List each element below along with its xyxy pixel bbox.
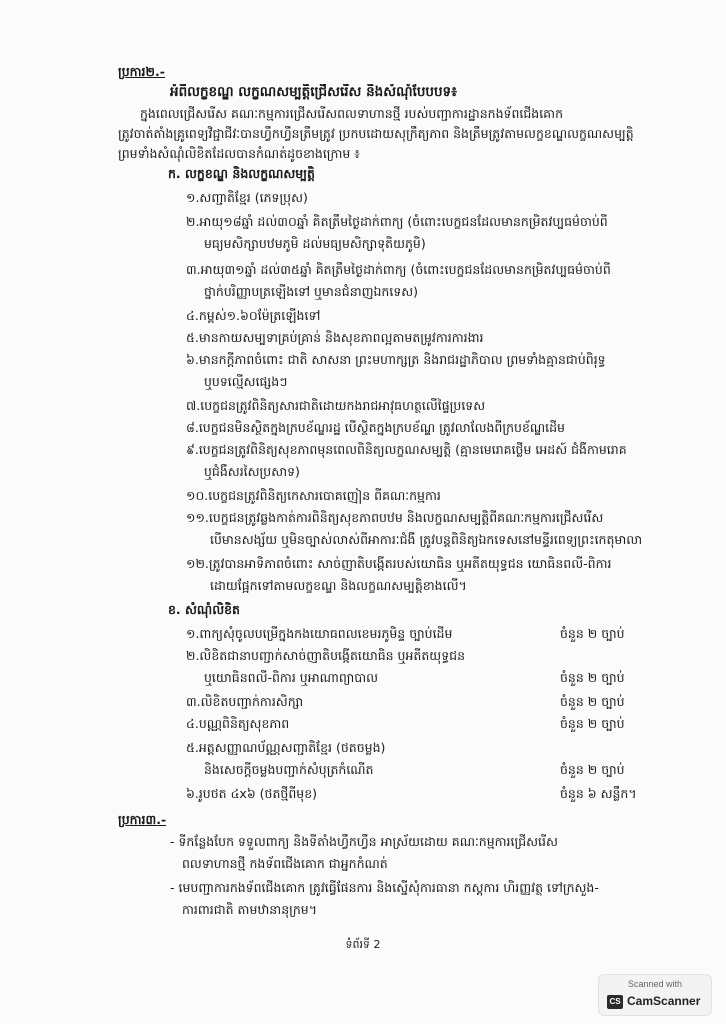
condition-item-2: ២.អាយុ១៨ឆ្នាំ ដល់៣០ឆ្នាំ គិតត្រឹមថ្ងៃដាក់ពាក្យ (ចំពោះបេក្ខជនដែលមានកម្រិតវប្បធម៌ចាប់ពី: [186, 214, 608, 229]
condition-item-3-cont: ថ្នាក់បរិញ្ញាបត្រឡើងទៅ ឬមានជំនាញឯកទេស): [204, 284, 419, 299]
condition-item-3: ៣.អាយុ៣១ឆ្នាំ ដល់៣៥ឆ្នាំ គិតត្រឹមថ្ងៃដាក់ពាក្យ (ចំពោះបេក្ខជនដែលមានកម្រិតវប្បធម៌ចាប់ពី: [186, 262, 611, 277]
document-item-2: ២.លិខិតជានាបញ្ជាក់សាច់ញាតិបង្កើតយោធិន ឬអតីតយុទ្ធជន: [186, 648, 466, 663]
section3-label: ប្រការ៣.-: [118, 812, 167, 827]
camscanner-watermark: [598, 974, 712, 1016]
document-item-2-cont: ឬយោធិនពលី-ពិការ ឬអាណាព្យាបាល: [204, 670, 379, 685]
subsection-b-label: ខ. សំណុំលិខិត: [168, 602, 240, 617]
condition-item-9-cont: ឬជំងឺសរសៃប្រសាទ): [204, 464, 300, 479]
section3-bullet-2: - មេបញ្ជាការកងទ័ពជើងគោក ត្រូវធ្វើផែនការ និងស្នើសុំការធានា កស្តុការ ហិរញ្ញវត្ថុ ទៅក្រសួង-: [170, 880, 599, 895]
condition-item-2-cont: មធ្យមសិក្សាបឋមភូមិ ដល់មធ្យមសិក្សាទុតិយភូមិ): [204, 236, 426, 251]
intro-line-3: ព្រមទាំងសំណុំលិខិតដែលបានកំណត់ដូចខាងក្រោម ៖: [118, 146, 360, 161]
intro-line-2: ត្រូវចាត់តាំងគ្រូពេទ្យវិជ្ជាជីវៈបានហ្វឹកហ្វឺនត្រឹមត្រូវ ប្រកបដោយសុក្រឹត្យភាព និងត្រឹមត្រូវតាមលក្ខខណ្ឌលក្ខណសម្បត្តិ: [118, 126, 634, 141]
section2-label: ប្រការ២.-: [118, 64, 165, 79]
condition-item-9: ៩.បេក្ខជនត្រូវពិនិត្យសុខភាពមុនពេលពិនិត្យលក្ខណសម្បត្តិ (គ្មានមេរោគថ្លើម អេដស៍ ជំងឺកាមរោគ: [186, 442, 627, 457]
condition-item-11-cont: បើមានសង្ស័យ ឬមិនច្បាស់លាស់ពីអាការៈជំងឺ ត្រូវបន្តពិនិត្យឯកទេសនៅមន្ទីរពេទ្យព្រះកេតុមាលា: [210, 532, 643, 547]
intro-line-1: ក្នុងពេលជ្រើសរើស គណៈកម្មការជ្រើសរើសពលទាហានថ្មី របស់បញ្ជាការដ្ឋានកងទ័ពជើងគោក: [140, 106, 564, 121]
watermark-brand: CamScanner: [627, 994, 701, 1008]
document-item-2-qty: ចំនួន ២ ច្បាប់: [560, 670, 625, 685]
condition-item-11: ១១.បេក្ខជនត្រូវឆ្លងកាត់ការពិនិត្យសុខភាពបឋម និងលក្ខណសម្បត្តិពីគណៈកម្មការជ្រើសរើស: [186, 510, 604, 525]
condition-item-10: ១០.បេក្ខជនត្រូវពិនិត្យកេសារបោគញៀន ពីគណៈកម្មការ: [186, 488, 441, 503]
document-item-6: ៦.រូបថត ៤x៦ (ថតថ្មីពីមុខ): [186, 786, 317, 801]
document-item-1: ១.ពាក្យសុំចូលបម្រើក្នុងកងយោធពលខេមរភូមិន្ទ ច្បាប់ដើម: [186, 626, 453, 641]
document-item-5-cont: និងសេចក្តីចម្លងបញ្ជាក់សំបុត្រកំណើត: [204, 762, 374, 777]
condition-item-7: ៧.បេក្ខជនត្រូវពិនិត្យសារជាតិដោយកងរាជអាវុធហត្ថលើផ្ទៃប្រទេស: [186, 398, 486, 413]
condition-item-8: ៨.បេក្ខជនមិនស្ថិតក្នុងក្របខ័ណ្ឌរដ្ឋ បើស្ថិតក្នុងក្របខ័ណ្ឌ ត្រូវលាលែងពីក្របខ័ណ្ឌដើម: [186, 420, 565, 435]
document-item-4: ៤.បណ្ណពិនិត្យសុខភាព: [186, 716, 290, 731]
document-item-3: ៣.លិខិតបញ្ជាក់ការសិក្សា: [186, 694, 304, 709]
section3-bullet-2-cont: ការពារជាតិ តាមឋានានុក្រម។: [182, 902, 317, 917]
condition-item-12: ១២.ត្រូវបានអាទិភាពចំពោះ សាច់ញាតិបង្កើតរបស់យោធិន ឬអតីតយុទ្ធជន យោធិនពលី-ពិការ: [186, 556, 612, 571]
document-item-5: ៥.អត្តសញ្ញាណប័ណ្ណសញ្ជាតិខ្មែរ (ថតចម្លង): [186, 740, 386, 755]
condition-item-6: ៦.មានកក្តីភាពចំពោះ ជាតិ សាសនា ព្រះមហាក្សត្រ និងរាជរដ្ឋាភិបាល ព្រមទាំងគ្មានជាប់ពិរុទ្ធ: [186, 352, 606, 367]
document-item-4-qty: ចំនួន ២ ច្បាប់: [560, 716, 625, 731]
condition-item-4: ៤.កម្ពស់១.៦០ម៉ែត្រឡើងទៅ: [186, 308, 321, 323]
section3-bullet-1-cont: ពលទាហានថ្មី កងទ័ពជើងគោក ជាអ្នកកំណត់: [182, 856, 388, 871]
section2-title: អំពីលក្ខខណ្ឌ លក្ខណសម្បត្តិជ្រើសរើស និងសំណុំបែបបទ៖: [170, 84, 458, 100]
subsection-a-label: ក. លក្ខខណ្ឌ និងលក្ខណសម្បត្តិ: [168, 166, 315, 181]
document-item-1-qty: ចំនួន ២ ច្បាប់: [560, 626, 625, 641]
page-number: ទំព័រទី 2: [345, 938, 381, 951]
camscanner-logo-icon: CS: [607, 995, 623, 1009]
document-item-6-qty: ចំនួន ៦ សន្លឹក។: [560, 786, 637, 801]
condition-item-1: ១.សញ្ជាតិខ្មែរ (ភេទប្រុស): [186, 190, 308, 205]
document-item-3-qty: ចំនួន ២ ច្បាប់: [560, 694, 625, 709]
document-item-5-qty: ចំនួន ២ ច្បាប់: [560, 762, 625, 777]
condition-item-6-cont: ឬបទល្មើសផ្សេងៗ: [204, 374, 288, 389]
section3-bullet-1: - ទីកន្លែងបែក ទទួលពាក្យ និងទីតាំងហ្វឹកហ្វឺន អាស្រ័យដោយ គណៈកម្មការជ្រើសរើស: [170, 834, 558, 849]
condition-item-5: ៥.មានកាយសម្បទាគ្រប់គ្រាន់ និងសុខភាពល្អតាមតម្រូវការការងារ: [186, 330, 484, 345]
watermark-caption: Scanned with: [627, 979, 683, 989]
condition-item-12-cont: ដោយផ្អែកទៅតាមលក្ខខណ្ឌ និងលក្ខណសម្បត្តិខាងលើ។: [210, 578, 467, 593]
